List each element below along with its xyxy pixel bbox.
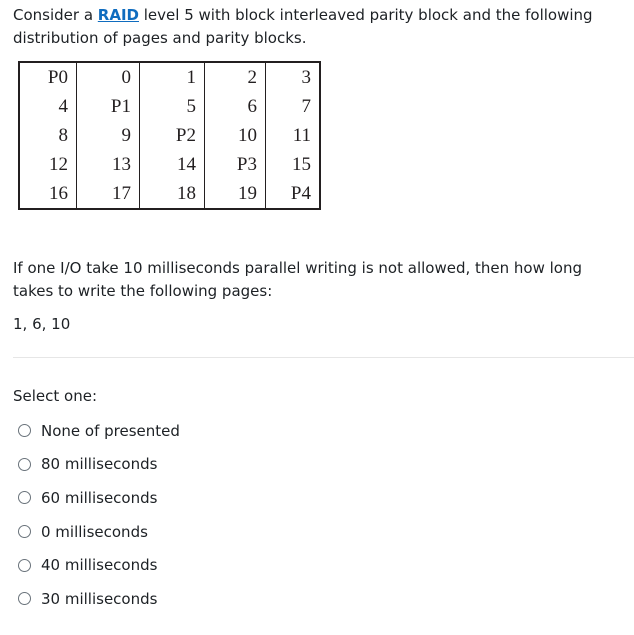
question-suffix: level 5 with block interleaved parity block and the following distribution of pages and parity blocks. bbox=[13, 6, 593, 47]
table-cell: 9 bbox=[77, 121, 140, 150]
table-cell: 7 bbox=[266, 92, 321, 121]
radio-button[interactable] bbox=[18, 491, 31, 504]
table-row bbox=[19, 121, 320, 150]
table-cell: 16 bbox=[19, 179, 77, 209]
table-cell: 17 bbox=[77, 179, 140, 209]
table-cell: 3 bbox=[266, 62, 321, 92]
table-cell: 19 bbox=[205, 179, 266, 209]
table-cell: P4 bbox=[266, 179, 321, 209]
table-cell: P3 bbox=[205, 150, 266, 179]
radio-button[interactable] bbox=[18, 559, 31, 572]
table-cell: 10 bbox=[205, 121, 266, 150]
pages-to-write: 1, 6, 10 bbox=[13, 315, 71, 333]
option-label[interactable]: 30 milliseconds bbox=[41, 589, 158, 608]
option-label[interactable]: 0 milliseconds bbox=[41, 522, 148, 541]
table-cell: 0 bbox=[77, 62, 140, 92]
radio-button[interactable] bbox=[18, 424, 31, 437]
question-prefix: Consider a bbox=[13, 6, 98, 24]
option-80-ms[interactable] bbox=[18, 448, 180, 482]
table-row bbox=[19, 179, 320, 209]
table-cell: P0 bbox=[19, 62, 77, 92]
option-0-ms[interactable] bbox=[18, 515, 180, 549]
table-cell: 5 bbox=[140, 92, 205, 121]
table-cell: 1 bbox=[140, 62, 205, 92]
table-cell: 6 bbox=[205, 92, 266, 121]
table-cell: 15 bbox=[266, 150, 321, 179]
table-row bbox=[19, 150, 320, 179]
option-none-of-presented[interactable] bbox=[18, 414, 180, 448]
followup-question: If one I/O take 10 milliseconds parallel writing is not allowed, then how long takes to write the following pages: bbox=[13, 259, 582, 300]
table-cell: 13 bbox=[77, 150, 140, 179]
option-60-ms[interactable] bbox=[18, 481, 180, 515]
radio-button[interactable] bbox=[18, 592, 31, 605]
radio-button[interactable] bbox=[18, 525, 31, 538]
table-cell: 12 bbox=[19, 150, 77, 179]
table-cell: 4 bbox=[19, 92, 77, 121]
table-cell: P2 bbox=[140, 121, 205, 150]
raid-distribution-table bbox=[18, 61, 321, 210]
raid-link[interactable]: RAID bbox=[97, 6, 139, 24]
table-cell: P1 bbox=[77, 92, 140, 121]
select-one-label: Select one: bbox=[13, 387, 98, 405]
option-30-ms[interactable] bbox=[18, 582, 180, 616]
table-row bbox=[19, 62, 320, 92]
table-row bbox=[19, 92, 320, 121]
option-label[interactable]: 80 milliseconds bbox=[41, 455, 158, 474]
option-label[interactable]: 60 milliseconds bbox=[41, 488, 158, 507]
radio-button[interactable] bbox=[18, 458, 31, 471]
question-text bbox=[13, 4, 623, 50]
table-cell: 14 bbox=[140, 150, 205, 179]
option-label[interactable]: None of presented bbox=[41, 421, 180, 440]
table-cell: 2 bbox=[205, 62, 266, 92]
raid-table bbox=[18, 61, 321, 210]
divider bbox=[13, 357, 634, 358]
option-label[interactable]: 40 milliseconds bbox=[41, 556, 158, 575]
table-cell: 18 bbox=[140, 179, 205, 209]
option-40-ms[interactable] bbox=[18, 548, 180, 582]
answer-options bbox=[18, 414, 180, 616]
table-cell: 11 bbox=[266, 121, 321, 150]
table-cell: 8 bbox=[19, 121, 77, 150]
